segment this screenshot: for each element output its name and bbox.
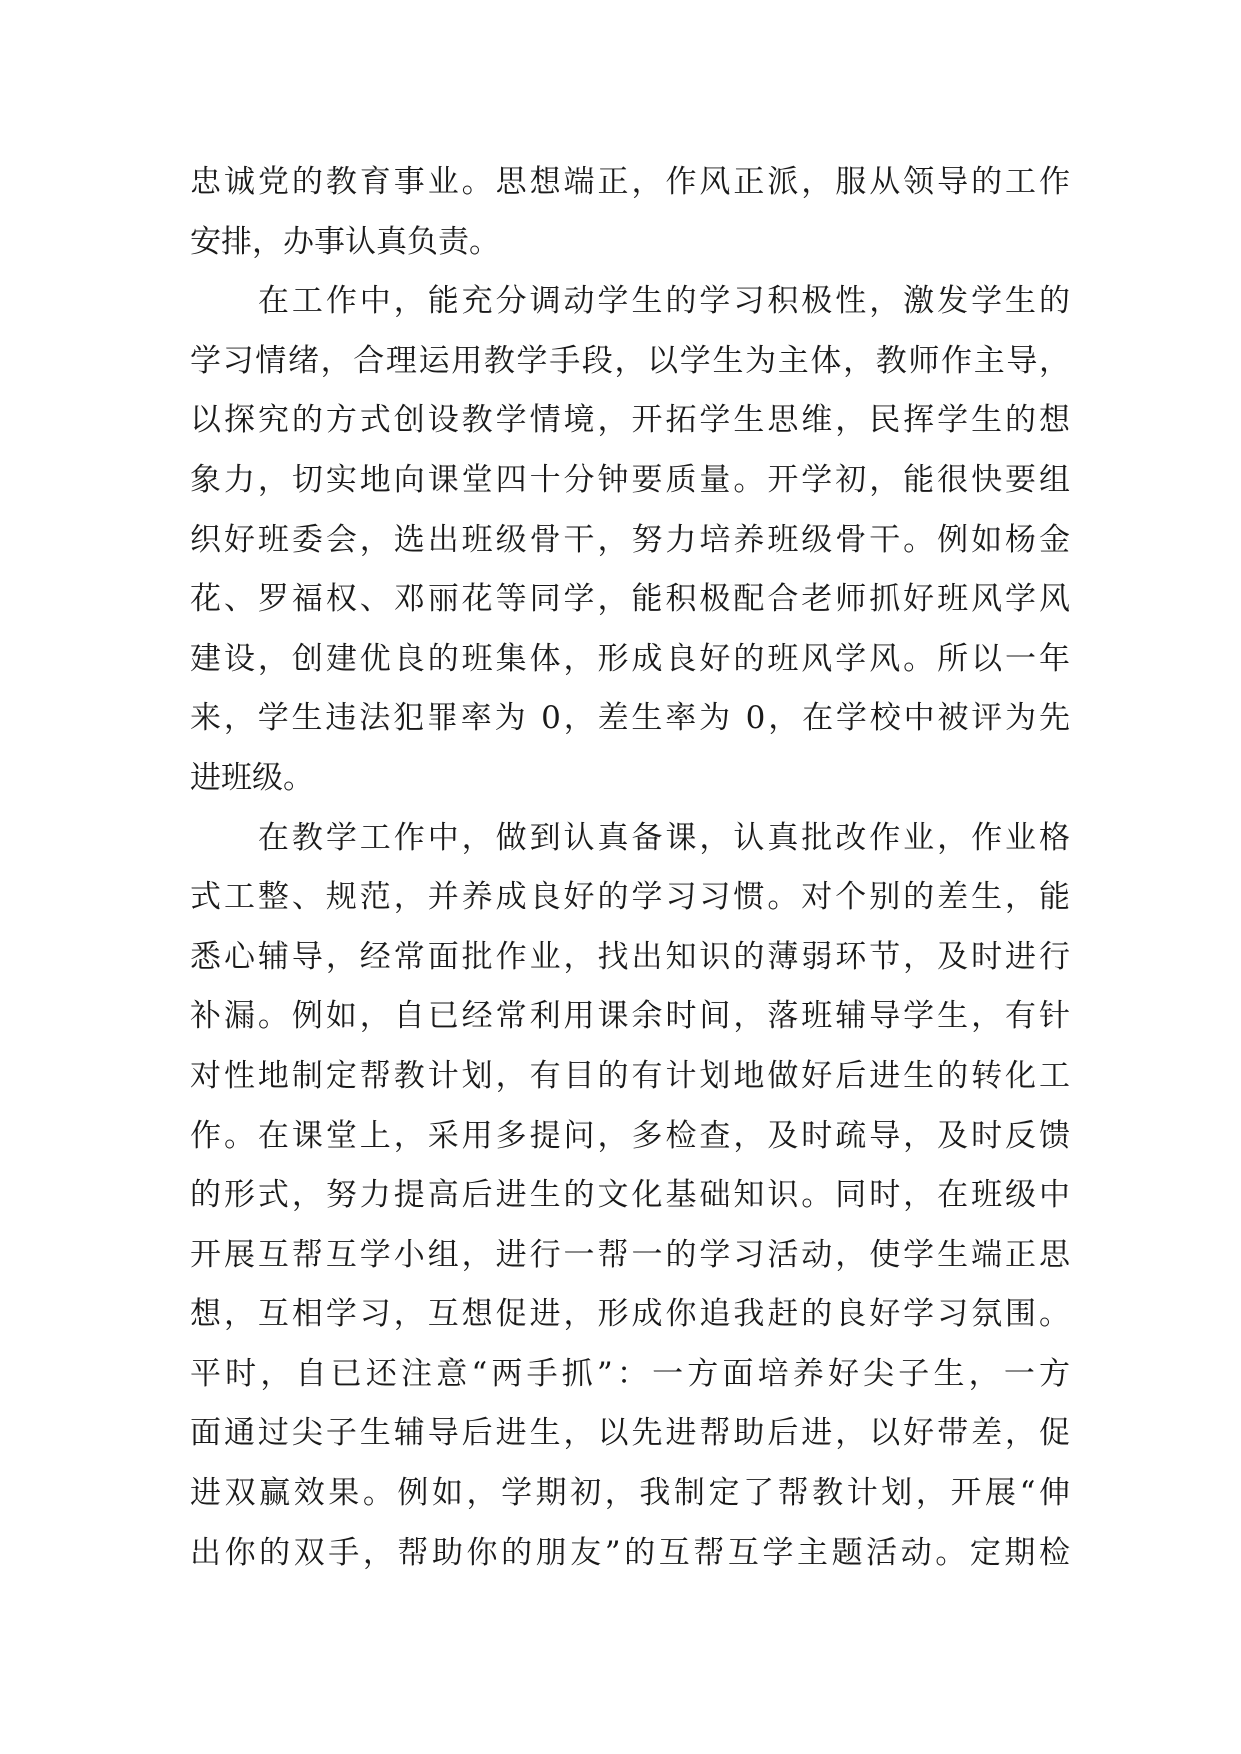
text-line: 学习情绪，合理运用教学手段，以学生为主体，教师作主导， xyxy=(190,342,1070,379)
text-line: 的形式，努力提高后进生的文化基础知识。同时，在班级中 xyxy=(190,1177,1070,1214)
text-line: 进班级。 xyxy=(190,759,314,796)
text-line: 式工整、规范，并养成良好的学习习惯。对个别的差生，能 xyxy=(190,879,1070,916)
text-line: 象力，切实地向课堂四十分钟要质量。开学初，能很快要组 xyxy=(190,461,1070,498)
text-line: 织好班委会，选出班级骨干，努力培养班级骨干。例如杨金 xyxy=(190,521,1070,558)
text-line: 面通过尖子生辅导后进生，以先进帮助后进，以好带差，促 xyxy=(190,1415,1070,1452)
text-line: 建设，创建优良的班集体，形成良好的班风学风。所以一年 xyxy=(190,640,1070,677)
text-line: 进双赢效果。例如，学期初，我制定了帮教计划，开展“伸 xyxy=(190,1475,1070,1512)
text-line: 出你的双手，帮助你的朋友”的互帮互学主题活动。定期检 xyxy=(190,1534,1070,1571)
text-line: 以探究的方式创设教学情境，开拓学生思维，民挥学生的想 xyxy=(190,402,1070,439)
text-line: 安排，办事认真负责。 xyxy=(190,223,500,260)
text-line: 对性地制定帮教计划，有目的有计划地做好后进生的转化工 xyxy=(190,1057,1070,1094)
text-line: 忠诚党的教育事业。思想端正，作风正派，服从领导的工作 xyxy=(190,164,1070,200)
body-text xyxy=(190,153,1070,1583)
text-line: 悉心辅导，经常面批作业，找出知识的薄弱环节，及时进行 xyxy=(190,938,1070,975)
text-line: 作。在课堂上，采用多提问，多检查，及时疏导，及时反馈 xyxy=(190,1117,1070,1154)
text-line: 平时，自已还注意“两手抓”：一方面培养好尖子生，一方 xyxy=(190,1355,1070,1392)
text-line: 补漏。例如，自已经常利用课余时间，落班辅导学生，有针 xyxy=(190,998,1070,1035)
text-line: 花、罗福权、邓丽花等同学，能积极配合老师抓好班风学风 xyxy=(190,581,1070,618)
paragraph-first-line: 在教学工作中，做到认真备课，认真批改作业，作业格 xyxy=(190,819,1070,856)
text-line: 想，互相学习，互想促进，形成你追我赶的良好学习氛围。 xyxy=(190,1296,1070,1333)
text-line: 来，学生违法犯罪率为 0，差生率为 0，在学校中被评为先 xyxy=(190,700,1070,737)
text-line: 开展互帮互学小组，进行一帮一的学习活动，使学生端正思 xyxy=(190,1236,1070,1273)
paragraph-first-line: 在工作中，能充分调动学生的学习积极性，激发学生的 xyxy=(190,283,1070,320)
